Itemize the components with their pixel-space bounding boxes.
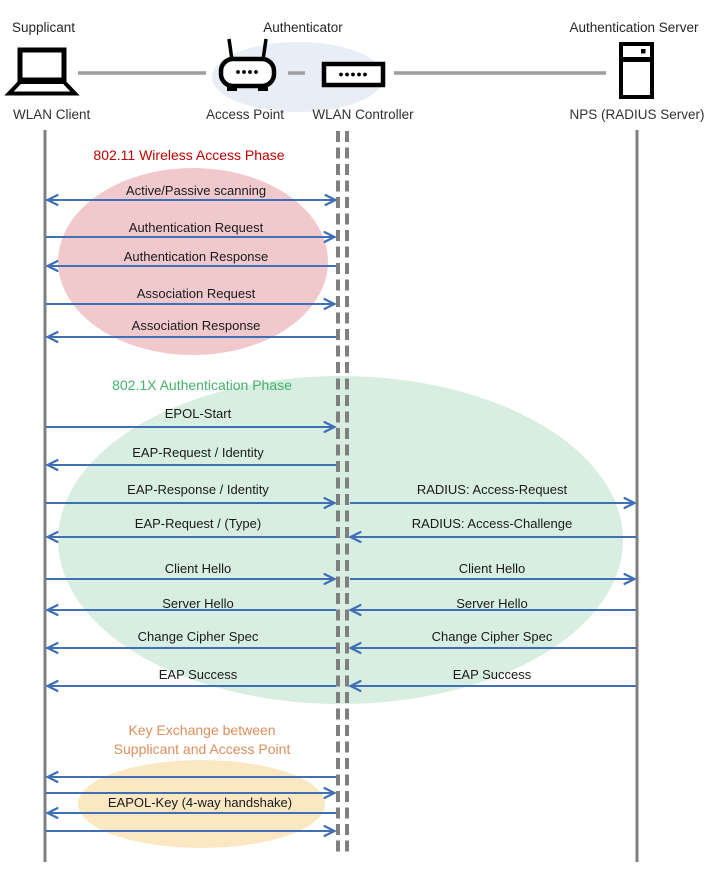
wlan-controller-icon — [324, 64, 383, 85]
msg-active-passive-scanning: Active/Passive scanning — [125, 183, 267, 198]
device-wlan-client-label: WLAN Client — [13, 107, 91, 122]
phase3-title-line2: Supplicant and Access Point — [113, 741, 291, 757]
msg-eap-request-type: EAP-Request / (Type) — [134, 516, 262, 531]
msg-association-request: Association Request — [136, 286, 256, 301]
msg-eap-success-right: EAP Success — [452, 667, 532, 682]
msg-radius-access-challenge: RADIUS: Access-Challenge — [411, 516, 573, 531]
msg-change-cipher-spec-right: Change Cipher Spec — [431, 629, 553, 644]
msg-server-hello-left: Server Hello — [162, 596, 234, 611]
phase2-title: 802.1X Authentication Phase — [112, 377, 292, 393]
msg-authentication-request: Authentication Request — [128, 220, 264, 235]
actor-auth-server-label: Authentication Server — [569, 20, 699, 35]
msg-client-hello-right: Client Hello — [458, 561, 526, 576]
msg-association-response: Association Response — [131, 318, 261, 333]
actor-authenticator-label: Authenticator — [263, 20, 343, 35]
phase1-title: 802.11 Wireless Access Phase — [93, 147, 285, 163]
phase3-title-line1: Key Exchange between — [128, 722, 276, 738]
msg-epol-start: EPOL-Start — [164, 406, 232, 421]
msg-eap-request-identity: EAP-Request / Identity — [132, 445, 264, 460]
access-point-icon — [221, 39, 274, 91]
msg-change-cipher-spec-left: Change Cipher Spec — [137, 629, 259, 644]
msg-eap-response-identity: EAP-Response / Identity — [127, 482, 269, 497]
msg-eap-success-left: EAP Success — [158, 667, 238, 682]
device-nps-server-label: NPS (RADIUS Server) — [569, 107, 705, 122]
msg-client-hello-left: Client Hello — [164, 561, 232, 576]
msg-radius-access-request: RADIUS: Access-Request — [416, 482, 568, 497]
msg-server-hello-right: Server Hello — [456, 596, 528, 611]
device-wlan-controller-label: WLAN Controller — [312, 107, 414, 122]
device-access-point-label: Access Point — [205, 107, 285, 122]
server-icon — [620, 44, 653, 97]
msg-authentication-response: Authentication Response — [123, 249, 269, 264]
laptop-icon — [9, 50, 75, 94]
actor-supplicant-label: Supplicant — [12, 20, 76, 35]
msg-eapol-key-handshake: EAPOL-Key (4-way handshake) — [107, 795, 293, 810]
